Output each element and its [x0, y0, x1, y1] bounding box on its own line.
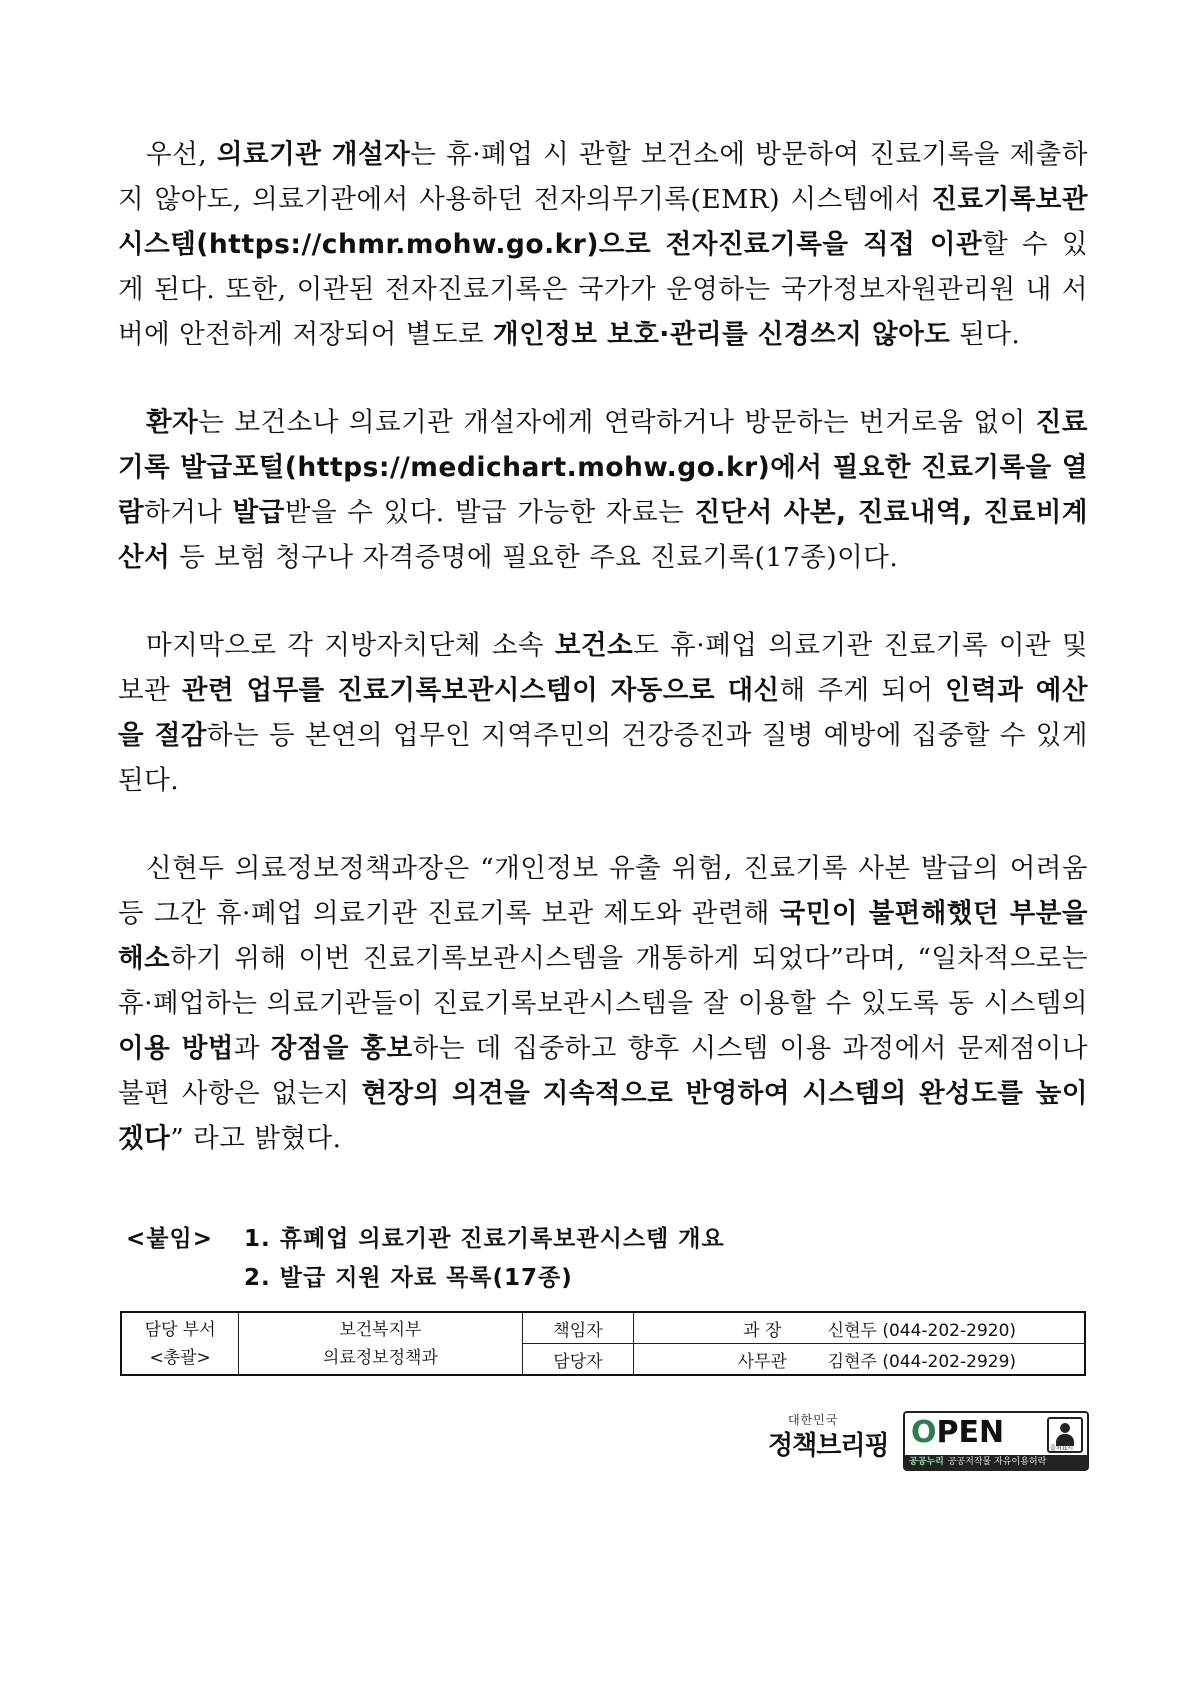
role-cell-2: 담당자	[522, 1344, 634, 1376]
body-text: 도 휴·폐업 의료기관 진료기록 이관 및 보관	[118, 630, 1088, 706]
attribution-tag: 출처표시	[1050, 1445, 1074, 1452]
dept-label-cell	[121, 1312, 239, 1375]
emphasis-text: 진단서 사본, 진료내역, 진료비계산서	[118, 497, 1088, 573]
body-text: 해 주게 되어	[779, 675, 946, 706]
emphasis-text: 국민이 불편해했던 부분을 해소	[118, 898, 1088, 974]
org-cell	[239, 1312, 522, 1375]
open-license-bar	[905, 1455, 1087, 1469]
paragraph-2	[118, 400, 1088, 580]
body-text: 는 휴·폐업 시 관할 보건소에 방문하여 진료기록을 제출하지 않아도, 의료기관에서 사용하던 전자의무기록(EMR) 시스템에서	[118, 139, 1088, 215]
body-text: 는 보건소나 의료기관 개설자에게 연락하거나 방문하는 번거로움 없이	[198, 407, 1036, 438]
contact-table	[120, 1311, 1086, 1376]
role-cell-1: 책임자	[522, 1312, 634, 1344]
open-license-text: 공공저작물 자유이용허락	[947, 1457, 1047, 1467]
policy-briefing-small-text: 대한민국	[788, 1413, 839, 1427]
body-text: 과	[233, 1033, 271, 1064]
dept-label: 담당 부서	[144, 1319, 216, 1340]
emphasis-text: 현장의 의견을 지속적으로 반영하여 시스템의 완성도를 높이겠다	[118, 1078, 1088, 1154]
body-text: 하는 데 집중하고 향후 시스템 이용 과정에서 문제점이나 불편 사항은 없는지	[118, 1033, 1088, 1109]
person-1: 신현두 (044-202-2920)	[827, 1320, 1017, 1341]
person-2: 김현주 (044-202-2929)	[827, 1351, 1017, 1372]
body-text: 하기 위해 이번 진료기록보관시스템을 개통하게 되었다”라며, “일차적으로는 휴·폐업하는 의료기관들이 진료기록보관시스템을 잘 이용할 수 있도록 동 시스템의	[118, 943, 1088, 1019]
org-division: 의료정보정책과	[322, 1347, 438, 1368]
attachment-label: <붙임>	[126, 1226, 213, 1252]
dept-scope: <총괄>	[149, 1347, 211, 1368]
position-2: 사무관	[737, 1351, 787, 1372]
body-text: 마지막으로 각 지방자치단체 소속	[146, 630, 555, 661]
policy-briefing-title: 정책브리핑	[768, 1431, 889, 1461]
emphasis-text: 발급	[232, 497, 285, 528]
body-text: 받을 수 있다. 발급 가능한 자료는	[284, 497, 695, 528]
policy-briefing-logo	[768, 1411, 896, 1477]
position-1: 과 장	[743, 1320, 782, 1341]
emphasis-text: 개인정보 보호·관리를 신경쓰지 않아도	[492, 319, 951, 350]
open-wordmark-text: PEN	[936, 1415, 1005, 1450]
attribution-person-icon	[1047, 1417, 1083, 1453]
footer-logos	[768, 1411, 1088, 1477]
attachment-line-1	[126, 1221, 725, 1257]
emphasis-text: 진료기록 발급포털(https://medichart.mohw.go.kr)에서 필요한 진료기록을 열람	[118, 407, 1088, 528]
body-text: 할 수 있게 된다. 또한, 이관된 전자진료기록은 국가가 운영하는 국가정보자원관리원 내 서버에 안전하게 저장되어 별도로	[118, 229, 1088, 350]
open-wordmark	[911, 1415, 1004, 1450]
body-text: 등 보험 청구나 자격증명에 필요한 주요 진료기록(17종)이다.	[170, 542, 899, 573]
emphasis-text: 보건소	[554, 630, 634, 661]
paragraph-4	[118, 846, 1088, 1161]
emphasis-text: 인력과 예산을 절감	[118, 675, 1089, 751]
body-text: 된다.	[950, 319, 1021, 350]
emphasis-text: 장점을 홍보	[270, 1033, 413, 1064]
paragraph-1	[118, 132, 1088, 357]
emphasis-text: 이용 방법	[118, 1033, 234, 1064]
body-text: 하거나	[144, 497, 233, 528]
emphasis-text: 의료기관 개설자	[216, 139, 411, 170]
attachment-item-1: 1. 휴폐업 의료기관 진료기록보관시스템 개요	[244, 1226, 725, 1252]
person-cell-2	[634, 1344, 1085, 1376]
org-ministry: 보건복지부	[339, 1319, 422, 1340]
attachment-item-2: 2. 발급 지원 자료 목록(17종)	[244, 1265, 573, 1291]
body-text: 하는 등 본연의 업무인 지역주민의 건강증진과 질병 예방에 집중할 수 있게 된다.	[118, 720, 1088, 796]
open-license-brand: 공공누리	[909, 1457, 944, 1467]
attachment-line-2	[244, 1260, 573, 1296]
emphasis-text: 관련 업무를 진료기록보관시스템이 자동으로 대신	[181, 675, 780, 706]
body-text: 우선,	[146, 139, 217, 170]
emphasis-text: 환자	[146, 407, 199, 438]
person-cell-1	[634, 1312, 1085, 1344]
open-o-icon: O	[911, 1415, 937, 1450]
body-text: 신현두 의료정보정책과장은 “개인정보 유출 위험, 진료기록 사본 발급의 어려움 등 그간 휴·폐업 의료기관 진료기록 보관 제도와 관련해	[118, 853, 1088, 929]
kogl-open-logo	[903, 1411, 1089, 1471]
emphasis-text: 진료기록보관시스템(https://chmr.mohw.go.kr)으로 전자진료기록을 직접 이관	[118, 184, 1088, 260]
paragraph-3	[118, 623, 1088, 803]
body-text: ” 라고 밝혔다.	[170, 1123, 342, 1154]
